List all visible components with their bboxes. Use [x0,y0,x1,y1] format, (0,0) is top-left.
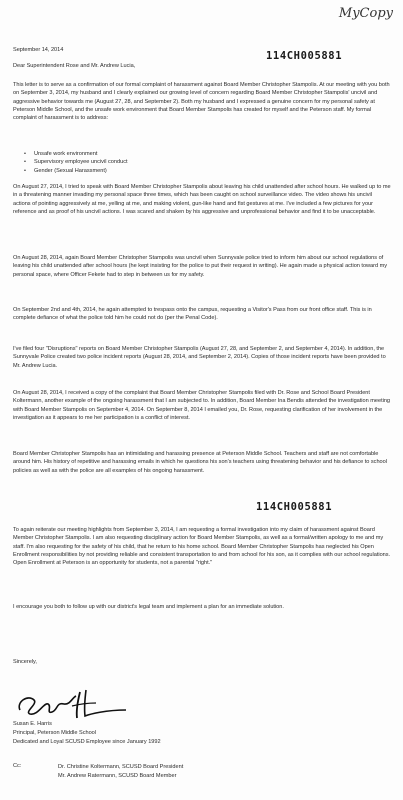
paragraph-2: On August 27, 2014, I tried to speak with Board Member Christopher Stampolis about leaving his child unattended after school hours. He walked up to me in a threatening manner invading my personal space three times, which has been caught on school surveillance video. The video shows his uncivil actions of pointing aggressively at me, yelling at me, and making violent, gun-like hand and fist gestures at me. I've included a few pictures for your reference and as proof of his uncivil actions. I was scared and shaken by his aggressive and unprofessional behavior and find it to be unacceptable. [13,184,391,215]
paragraph-7: Board Member Christopher Stampolis has an intimidating and harassing presence at Peterson Middle School. Teachers and staff are not comfortable around him. His history of repetitive and harassing emails in which he questions his son's teachers using threatening behavior and his defiance to school policies as well as with the police are all examples of his ongoing harassment. [13,451,387,474]
cc-recipients [58,763,183,781]
list-item: • Gender (Sexual Harassment) [24,167,128,175]
reference-stamp: 114CH005881 [266,50,343,62]
closing-sincerely: Sincerely, [13,659,37,665]
reference-stamp-2: 114CH005881 [256,501,333,513]
salutation: Dear Superintendent Rose and Mr. Andrew Lucia, [13,63,136,69]
signer-tagline: Dedicated and Loyal SCUSD Employee since January 1992 [13,739,161,745]
cc-recipient: Mr. Andrew Ratermann, SCUSD Board Member [58,773,177,779]
signer-name: Susan E. Harris [13,721,52,727]
complaint-list [24,150,128,175]
paragraph-1: This letter is to serve as a confirmation of our formal complaint of harassment against Board Member Christopher Stampolis. At our meeting with you both on September 3, 2014, my husband and I clearly explained our growing level of concern regarding Board Member Christopher Stampolis' uncivil and aggressive behavior towards me (August 27, 28, and September 2). Both my husband and I expressed a genuine concern for my personal safety at Peterson Middle School, and the unsafe work environment that Board Member Stampolis has created for myself and the Peterson staff. My formal complaint of harassment is to address: [13,82,390,122]
cc-recipient: Dr. Christine Koltermann, SCUSD Board President [58,764,184,770]
paragraph-8: To again reiterate our meeting highlights from September 3, 2014, I am requesting a formal investigation into my claim of harassment against Board Member Christopher Stampolis. I am also requesting disciplinary action for Board Member Stampolis, as well as a formal/written apology to me and my staff. I'm also requesting for the safety of his child, that he return to his home school. Board Member Christopher Stampolis has neglected his Open Enrollment responsibilities by not providing reliable and consistent transportation to and from school for his son, as it complies with our school regulations. Open Enrollment at Peterson is an opportunity for students, not a parental "right." [13,527,391,567]
letter-date: September 14, 2014 [13,47,64,53]
paragraph-3: On August 28, 2014, again Board Member Christopher Stampolis was uncivil when Sunnyvale police tried to inform him about our school regulations of leaving his child unattended after school hours (he kept insisting for the police to put their request in writing). He again made a physical action toward my personal space, where Officer Fekete had to step in between us for my safety. [13,255,388,278]
paragraph-5: I've filed four "Disruptions" reports on Board Member Christopher Stampolis (August 27, 28, and September 2, and September 4, 2014). In addition, the Sunnyvale Police created two police incident reports (August 28, 2014, and September 2, 2014). Copies of those incident reports have been provided to Mr. Andrew Lucia. [13,346,386,369]
cc-label: Cc: [13,763,22,769]
paragraph-6: On August 28, 2014, I received a copy of the complaint that Board Member Christopher Stampolis filed with Dr. Rose and School Board President Koltermann, another example of the ongoing harassment that I am subjected to. In addition, Board Member Ina Bendis attended the investigation meeting with Board Member Stampolis on September 4, 2014. On September 8, 2014 I emailed you, Dr. Rose, requesting clarification of her involvement in the investigation as it appears to me her participation is a conflict of interest. [13,390,391,421]
signature-image [14,688,134,722]
list-item: • Supervisory employee uncivil conduct [24,158,128,166]
handwritten-note: MyCopy [338,6,393,21]
paragraph-9: I encourage you both to follow up with our district's legal team and implement a plan for an immediate solution. [13,604,284,610]
signer-title: Principal, Peterson Middle School [13,730,96,736]
paragraph-4: On September 2nd and 4th, 2014, he again attempted to trespass onto the campus, requesting a Visitor's Pass from our front office staff. This is in complete defiance of what the police told him he could not do (per the Penal Code). [13,307,372,322]
list-item: • Unsafe work environment [24,150,128,158]
